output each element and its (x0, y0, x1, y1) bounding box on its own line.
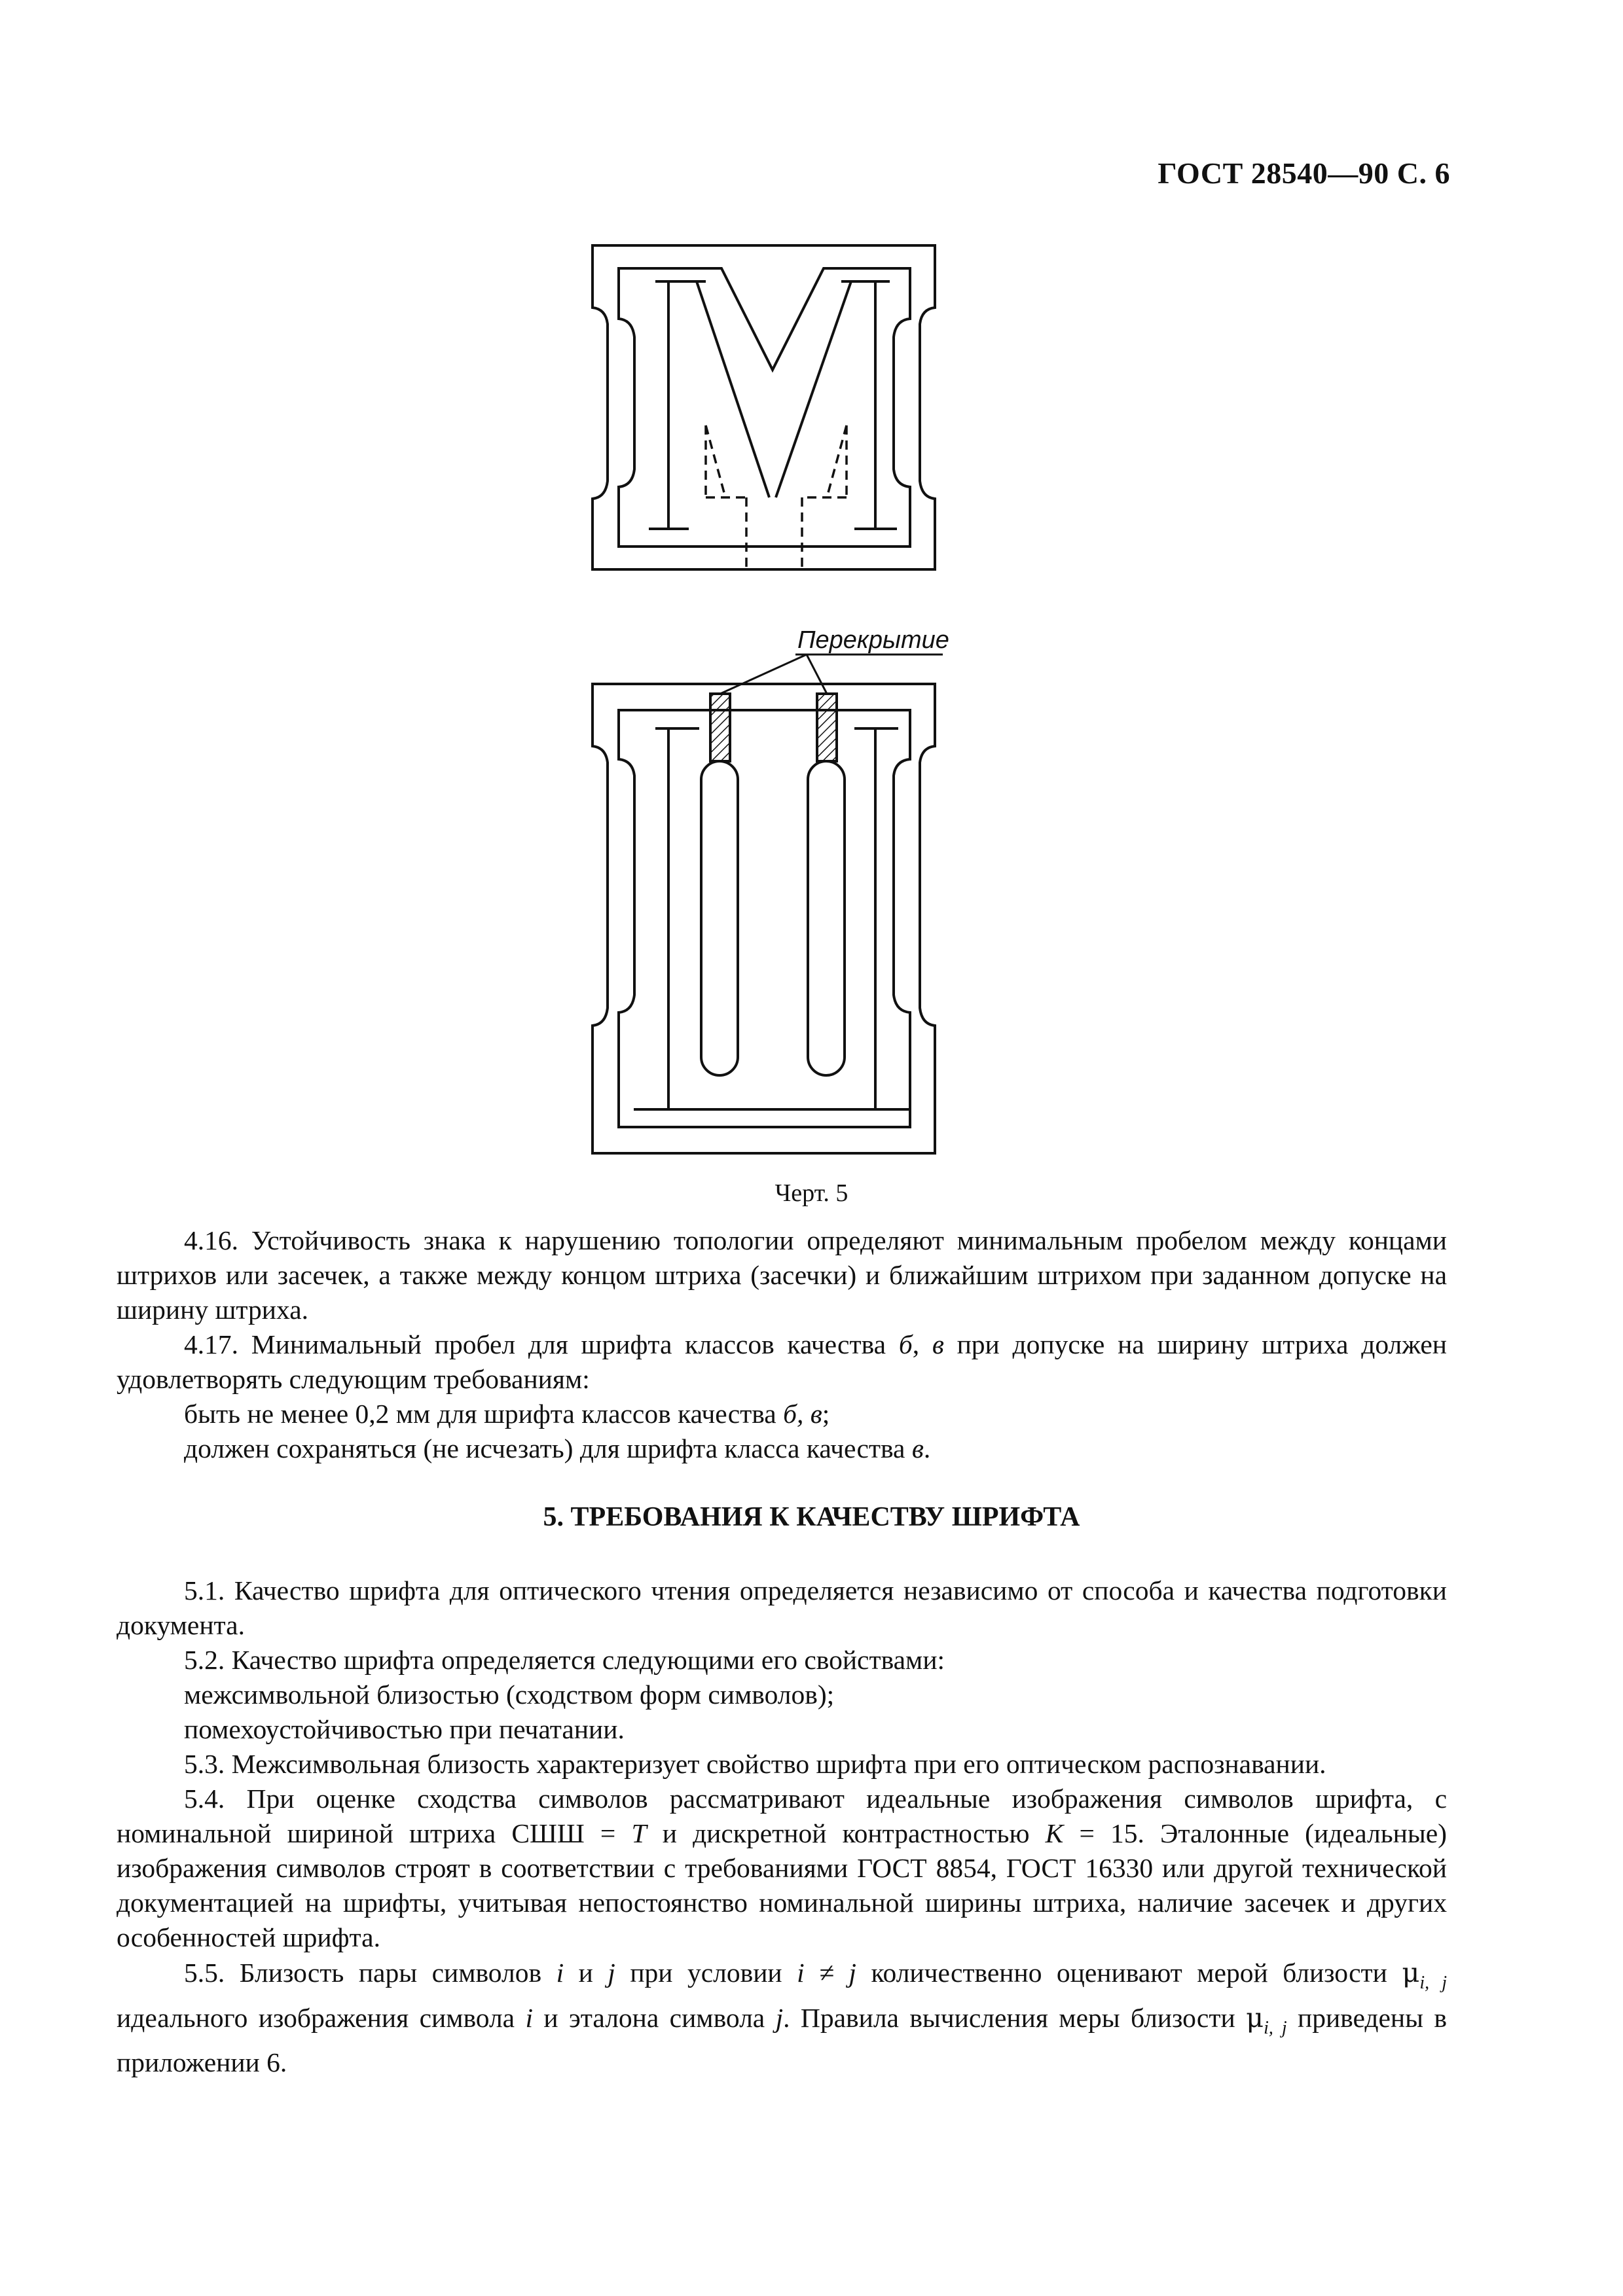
sha-overlap-left (710, 694, 730, 761)
property-item-2: помехоустойчивостью при печатании. (184, 1714, 625, 1744)
letter-m-figure (593, 245, 935, 569)
requirement-item-2: должен сохраняться (не исчезать) для шрифта класса качества в. (184, 1433, 931, 1463)
requirement-item-1: быть не менее 0,2 мм для шрифта классов качества б, в; (184, 1399, 830, 1429)
m-inner-outline (619, 268, 910, 547)
section-4-text (117, 1223, 1447, 1466)
m-diagonal-left (697, 281, 769, 497)
sha-inner-outline (619, 710, 910, 1127)
overlap-label: Перекрытие (797, 626, 949, 654)
property-item-1: межсимвольной близостью (сходством форм символов); (184, 1679, 835, 1710)
paragraph-4-16: 4.16. Устойчивость знака к нарушению топологии определяют минимальным пробелом между концами штрихов или засечек, а также между концом штриха (засечки) и ближайшим штрихом при заданном допуске на ширину штриха. (117, 1225, 1447, 1325)
figure-caption: Черт. 5 (775, 1179, 848, 1207)
m-diagonal-right (776, 281, 851, 497)
sha-overlap-right (817, 694, 837, 761)
section-5-heading: 5. ТРЕБОВАНИЯ К КАЧЕСТВУ ШРИФТА (543, 1502, 1080, 1532)
sha-slot-left (701, 761, 738, 1075)
letter-sha-figure (593, 655, 943, 1153)
paragraph-5-5: 5.5. Близость пары символов i и j при условии i ≠ j количественно оценивают мерой близости $\mu_{i, j}$ идеального изображения символа i и эталона символа j. Правила вычисления меры близости $\mu_{i, j}$ приведены в приложении 6. (117, 1956, 1448, 2077)
sha-slot-right (808, 761, 845, 1075)
paragraph-5-3: 5.3. Межсимвольная близость характеризует свойство шрифта при его оптическом распознавании. (184, 1749, 1326, 1779)
page-header: ГОСТ 28540—90 С. 6 (1158, 156, 1450, 190)
paragraph-5-2: 5.2. Качество шрифта определяется следующими его свойствами: (184, 1645, 945, 1675)
leader-line-right (807, 655, 827, 694)
paragraph-5-1: 5.1. Качество шрифта для оптического чтения определяется независимо от способа и качества подготовки документа. (117, 1575, 1447, 1640)
m-outer-outline (593, 245, 935, 569)
leader-line-left (720, 655, 807, 694)
section-5-text (117, 1573, 1447, 2080)
paragraph-5-4: 5.4. При оценке сходства символов рассматривают идеальные изображения символов шрифта, с номинальной шириной штриха СШШ = T и дискретной контрастностью K = 15. Эталонные (идеальные) изображения символов строят в соответствии с требованиями ГОСТ 8854, ГОСТ 16330 или другой технической документацией на шрифты, учитывая непостоянство номинальной ширины штриха, наличие засечек и других особенностей шрифта. (117, 1784, 1447, 1952)
sha-outer-outline (593, 684, 935, 1153)
paragraph-4-17: 4.17. Минимальный пробел для шрифта классов качества б, в при допуске на ширину штриха должен удовлетворять следующим требованиям: (117, 1329, 1448, 1394)
